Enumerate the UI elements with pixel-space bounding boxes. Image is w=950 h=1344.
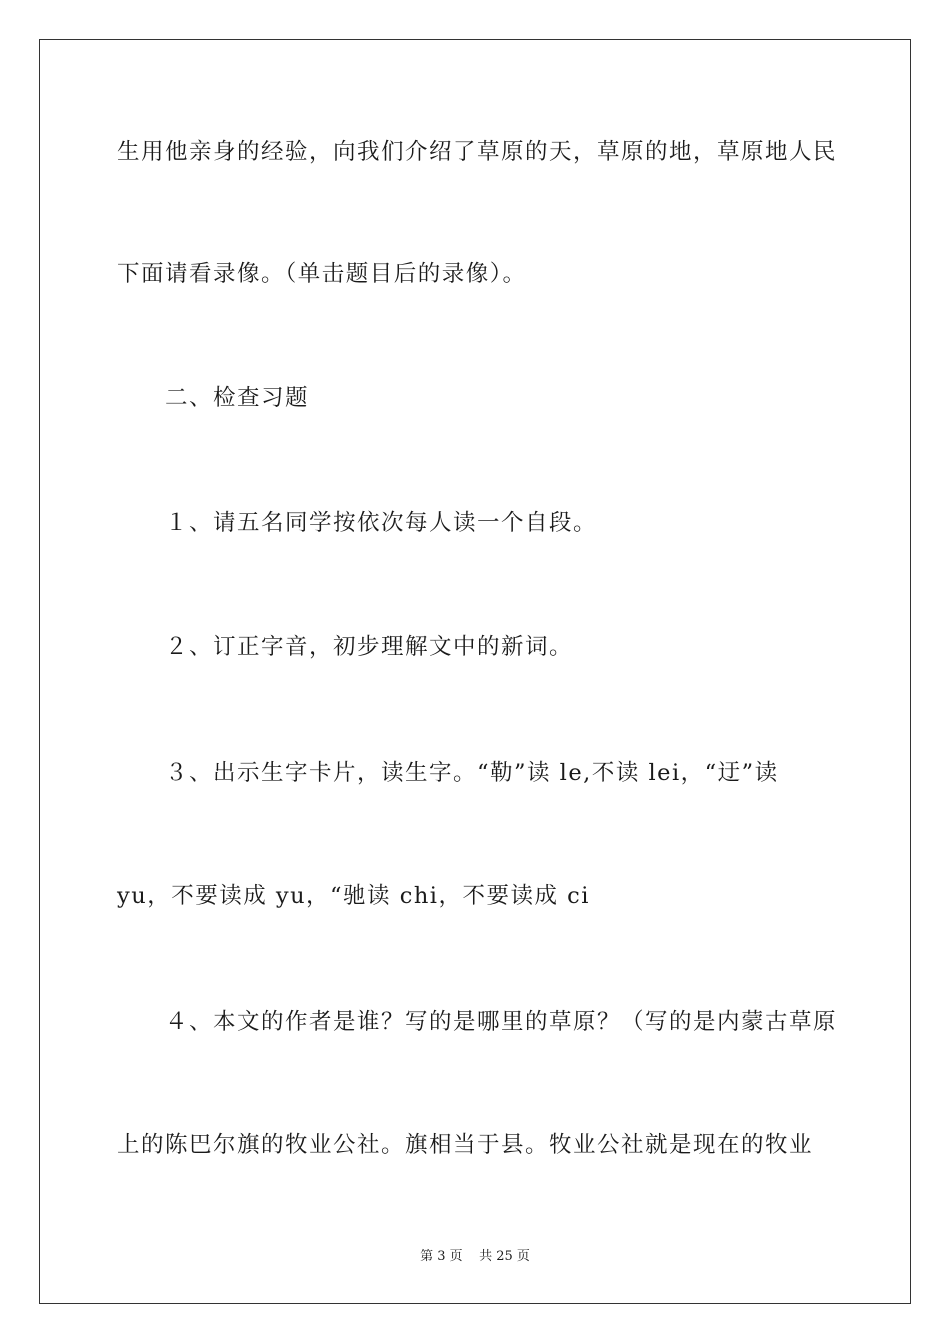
- paragraph-line-8: ４、本文的作者是谁？写的是哪里的草原？（写的是内蒙古草原: [165, 1009, 838, 1035]
- paragraph-line-5: ２、订正字音，初步理解文中的新词。: [165, 634, 574, 660]
- paragraph-line-9: 上的陈巴尔旗的牧业公社。旗相当于县。牧业公社就是现在的牧业: [117, 1132, 814, 1158]
- paragraph-line-7: yu，不要读成 yu，“驰读 chi，不要读成 ci: [117, 883, 590, 909]
- paragraph-line-4: １、请五名同学按依次每人读一个自段。: [165, 510, 598, 536]
- page-border: [39, 39, 911, 1304]
- paragraph-line-2: 下面请看录像。（单击题目后的录像）。: [117, 261, 527, 287]
- page-number-footer: 第 3 页 共 25 页: [420, 1249, 530, 1264]
- section-heading: 二、检查习题: [165, 385, 310, 411]
- paragraph-line-6: ３、出示生字卡片，读生字。“勒”读 le,不读 lei，“迂”读: [165, 760, 779, 786]
- paragraph-line-1: 生用他亲身的经验，向我们介绍了草原的天，草原的地，草原地人民: [117, 139, 838, 165]
